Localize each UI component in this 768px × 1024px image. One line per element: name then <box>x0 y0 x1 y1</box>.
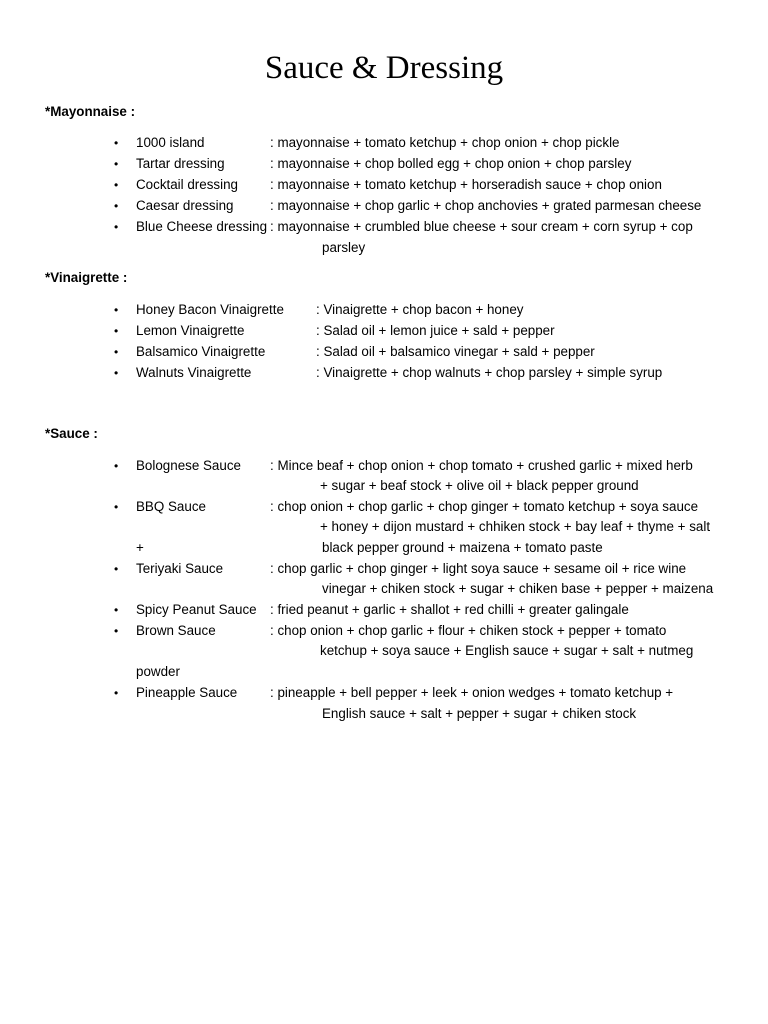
bullet-icon: • <box>114 157 119 171</box>
item-description-continued: English sauce + salt + pepper + sugar + chiken stock <box>322 706 637 721</box>
item-description: : mayonnaise + chop garlic + chop anchovies + grated parmesan cheese <box>270 198 702 213</box>
item-description: : pineapple + bell pepper + leek + onion wedges + tomato ketchup + <box>270 685 674 700</box>
bullet-icon: • <box>114 303 119 317</box>
item-description-continued: powder <box>136 664 180 679</box>
item-name: Balsamico Vinaigrette <box>136 344 266 359</box>
bullet-icon: • <box>114 324 119 338</box>
bullet-icon: • <box>114 199 119 213</box>
item-description: : chop onion + chop garlic + flour + chiken stock + pepper + tomato <box>270 623 667 638</box>
item-description: : Vinaigrette + chop walnuts + chop parsley + simple syrup <box>316 365 663 380</box>
item-description-continued: + <box>136 540 144 555</box>
item-description: : Salad oil + balsamico vinegar + sald + pepper <box>316 344 595 359</box>
item-description: : mayonnaise + tomato ketchup + horseradish sauce + chop onion <box>270 177 662 192</box>
bullet-icon: • <box>114 686 119 700</box>
item-description: : chop onion + chop garlic + chop ginger + tomato ketchup + soya sauce <box>270 499 699 514</box>
bullet-icon: • <box>114 459 119 473</box>
item-name: 1000 island <box>136 135 205 150</box>
item-name: Bolognese Sauce <box>136 458 241 473</box>
item-description: : mayonnaise + tomato ketchup + chop onion + chop pickle <box>270 135 620 150</box>
item-name: Brown Sauce <box>136 623 216 638</box>
bullet-icon: • <box>114 220 119 234</box>
item-name: Walnuts Vinaigrette <box>136 365 252 380</box>
item-name: Blue Cheese dressing <box>136 219 268 234</box>
item-name: Cocktail dressing <box>136 177 238 192</box>
item-name: Teriyaki Sauce <box>136 561 224 576</box>
item-description: : fried peanut + garlic + shallot + red chilli + greater galingale <box>270 602 629 617</box>
item-name: Honey Bacon Vinaigrette <box>136 302 284 317</box>
item-name: Caesar dressing <box>136 198 234 213</box>
item-name: Spicy Peanut Sauce <box>136 602 257 617</box>
item-description-continued: + sugar + beaf stock + olive oil + black pepper ground <box>320 478 639 493</box>
item-description: : mayonnaise + crumbled blue cheese + sour cream + corn syrup + cop <box>270 219 693 234</box>
item-description-continued: parsley <box>322 240 366 255</box>
item-description-continued: + honey + dijon mustard + chhiken stock + bay leaf + thyme + salt <box>320 519 711 534</box>
bullet-icon: • <box>114 624 119 638</box>
bullet-icon: • <box>114 136 119 150</box>
item-description: : mayonnaise + chop bolled egg + chop onion + chop parsley <box>270 156 632 171</box>
item-description: : chop garlic + chop ginger + light soya sauce + sesame oil + rice wine <box>270 561 687 576</box>
item-description: : Mince beaf + chop onion + chop tomato + crushed garlic + mixed herb <box>270 458 693 473</box>
bullet-icon: • <box>114 562 119 576</box>
section-heading-sauce: *Sauce : <box>45 426 98 441</box>
item-name: Pineapple Sauce <box>136 685 238 700</box>
item-name: Lemon Vinaigrette <box>136 323 245 338</box>
bullet-icon: • <box>114 603 119 617</box>
item-description-continued: black pepper ground + maizena + tomato paste <box>322 540 603 555</box>
bullet-icon: • <box>114 345 119 359</box>
bullet-icon: • <box>114 366 119 380</box>
item-name: Tartar dressing <box>136 156 225 171</box>
bullet-icon: • <box>114 500 119 514</box>
section-heading-mayonnaise: *Mayonnaise : <box>45 104 136 119</box>
item-description-continued: ketchup + soya sauce + English sauce + sugar + salt + nutmeg <box>320 643 694 658</box>
page-title: Sauce & Dressing <box>264 50 504 86</box>
section-heading-vinaigrette: *Vinaigrette : <box>45 270 128 285</box>
item-description: : Vinaigrette + chop bacon + honey <box>316 302 524 317</box>
item-name: BBQ Sauce <box>136 499 206 514</box>
item-description-continued: vinegar + chiken stock + sugar + chiken base + pepper + maizena <box>322 581 714 596</box>
item-description: : Salad oil + lemon juice + sald + pepper <box>316 323 555 338</box>
bullet-icon: • <box>114 178 119 192</box>
